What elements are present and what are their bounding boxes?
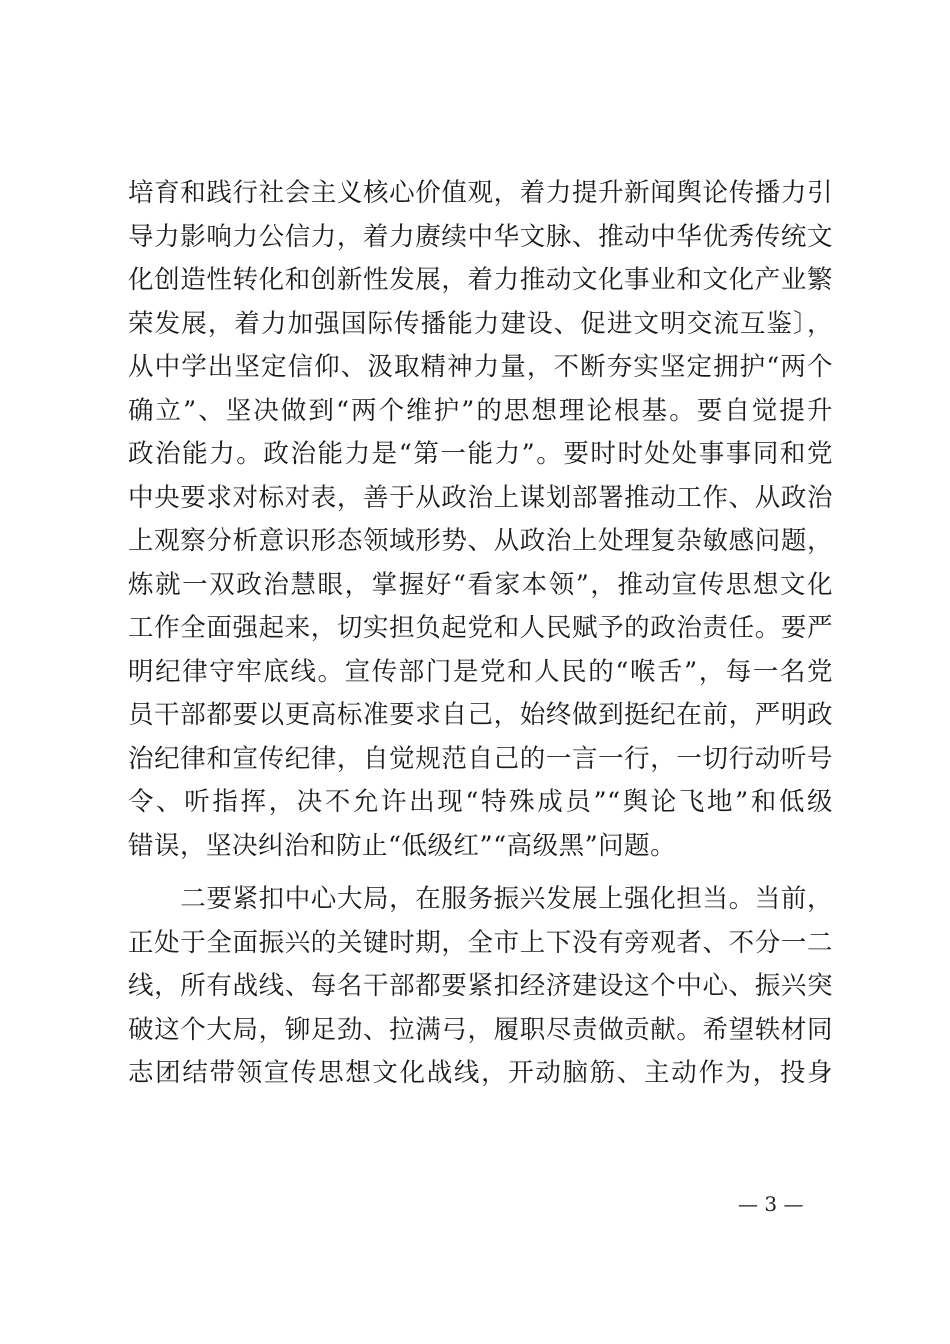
text-line: 中央要求对标对表，善于从政治上谋划部署推动工作、从政治: [128, 482, 833, 513]
page-number: — 3 —: [738, 1192, 804, 1216]
text-line: 二要紧扣中心大局，在服务振兴发展上强化担当。当前，: [128, 884, 833, 914]
text-line: 志团结带领宣传思想文化战线，开动脑筋、主动作为，投身: [128, 1058, 833, 1088]
text-line: 荣发展，着力加强国际传播能力建设、促进文明交流互鉴〕，: [128, 308, 833, 339]
text-line: 员干部都要以更高标准要求自己，始终做到挺纪在前，严明政: [128, 700, 833, 730]
text-line: 培育和践行社会主义核心价值观，着力提升新闻舆论传播力引: [128, 178, 833, 208]
text-line: 从中学出坚定信仰、汲取精神力量，不断夯实坚定拥护“两个: [128, 352, 833, 382]
body-text: [128, 172, 833, 1096]
text-line: 线，所有战线、每名干部都要紧扣经济建设这个中心、振兴突: [128, 971, 833, 1001]
text-line: 明纪律守牢底线。宣传部门是党和人民的“喉舌”，每一名党: [128, 656, 833, 687]
text-line: 确立”、坚决做到“两个维护”的思想理论根基。要自觉提升: [128, 395, 833, 426]
text-line: 令、听指挥，决不允许出现“特殊成员”“舆论飞地”和低级: [128, 787, 833, 817]
text-line: 错误，坚决纠治和防止“低级红”“高级黑”问题。: [128, 830, 677, 861]
text-line: 正处于全面振兴的关键时期，全市上下没有旁观者、不分一二: [128, 927, 833, 958]
text-line: 政治能力。政治能力是“第一能力”。要时时处处事事同和党: [128, 439, 833, 469]
text-line: 破这个大局，铆足劲、拉满弓，履职尽责做贡献。希望轶材同: [128, 1014, 833, 1045]
text-line: 工作全面强起来，切实担负起党和人民赋予的政治责任。要严: [128, 613, 833, 643]
text-line: 上观察分析意识形态领域形势、从政治上处理复杂敏感问题，: [128, 526, 833, 556]
text-line: 治纪律和宣传纪律，自觉规范自己的一言一行，一切行动听号: [128, 743, 833, 774]
text-line: 导力影响力公信力，着力赓续中华文脉、推动中华优秀传统文: [128, 221, 833, 252]
text-line: 化创造性转化和创新性发展，着力推动文化事业和文化产业繁: [128, 265, 833, 295]
paragraph-gap: [128, 868, 833, 878]
text-line: 炼就一双政治慧眼，掌握好“看家本领”，推动宣传思想文化: [128, 569, 833, 600]
